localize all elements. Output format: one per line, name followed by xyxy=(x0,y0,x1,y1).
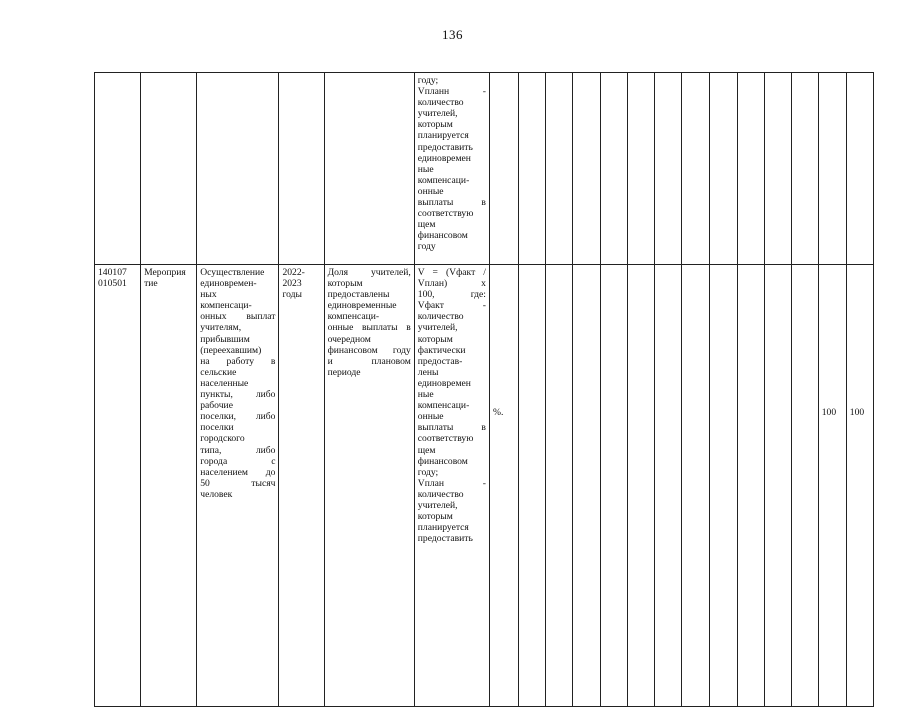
cell-value xyxy=(628,265,655,707)
cell-value xyxy=(655,265,682,707)
cell-indicator xyxy=(324,73,414,265)
cell-value xyxy=(546,73,573,265)
measures-table xyxy=(94,72,874,707)
table-row-continuation xyxy=(95,73,874,265)
cell-value xyxy=(737,73,764,265)
cell-value xyxy=(846,73,873,265)
cell-indicator: Доля учителей, которым предоставлены единовременные компенсаци- онные выплаты в очередном финансовом году и плановом периоде xyxy=(324,265,414,707)
cell-unit: %. xyxy=(489,265,518,707)
cell-value xyxy=(764,265,791,707)
cell-value xyxy=(737,265,764,707)
cell-value xyxy=(601,265,628,707)
cell-value xyxy=(628,73,655,265)
cell-code: 140107 010501 xyxy=(95,265,141,707)
cell-value-1: 100 xyxy=(818,265,846,707)
table-row-measure xyxy=(95,265,874,707)
cell-value xyxy=(519,265,546,707)
cell-value-2: 100 xyxy=(846,265,873,707)
cell-code xyxy=(95,73,141,265)
cell-value xyxy=(764,73,791,265)
cell-name: Осуществление единовремен- ных компенсаци- онных выплат учителям, прибывшим (переехавшим) на работу в сельские населенные пункты, либо рабочие поселки, либо поселки городского типа, либо города с населением до 50 тысяч человек xyxy=(197,265,279,707)
cell-value xyxy=(710,265,737,707)
cell-formula: V = (Vфакт / Vплан) х 100, где: Vфакт - количество учителей, которым фактически предостав- лены единовремен ные компенсаци- онные выплаты в соответствую щем финансовом году; Vплан - количество учителей, которым планируется предоставить xyxy=(414,265,489,707)
cell-value xyxy=(791,73,818,265)
cell-value xyxy=(655,73,682,265)
cell-unit xyxy=(489,73,518,265)
cell-value xyxy=(710,73,737,265)
cell-type xyxy=(141,73,197,265)
cell-years: 2022- 2023 годы xyxy=(279,265,324,707)
cell-value xyxy=(573,265,601,707)
cell-name xyxy=(197,73,279,265)
cell-formula: году; Vпланн - количество учителей, которым планируется предоставить единовремен ные компенсаци- онные выплаты в соответствую щем финансовом году xyxy=(414,73,489,265)
cell-value xyxy=(573,73,601,265)
cell-years xyxy=(279,73,324,265)
cell-value xyxy=(791,265,818,707)
cell-value xyxy=(601,73,628,265)
cell-value xyxy=(682,73,710,265)
cell-type: Мероприя тие xyxy=(141,265,197,707)
cell-value xyxy=(546,265,573,707)
cell-value xyxy=(818,73,846,265)
cell-value xyxy=(682,265,710,707)
cell-value xyxy=(519,73,546,265)
page-number: 136 xyxy=(442,27,463,42)
